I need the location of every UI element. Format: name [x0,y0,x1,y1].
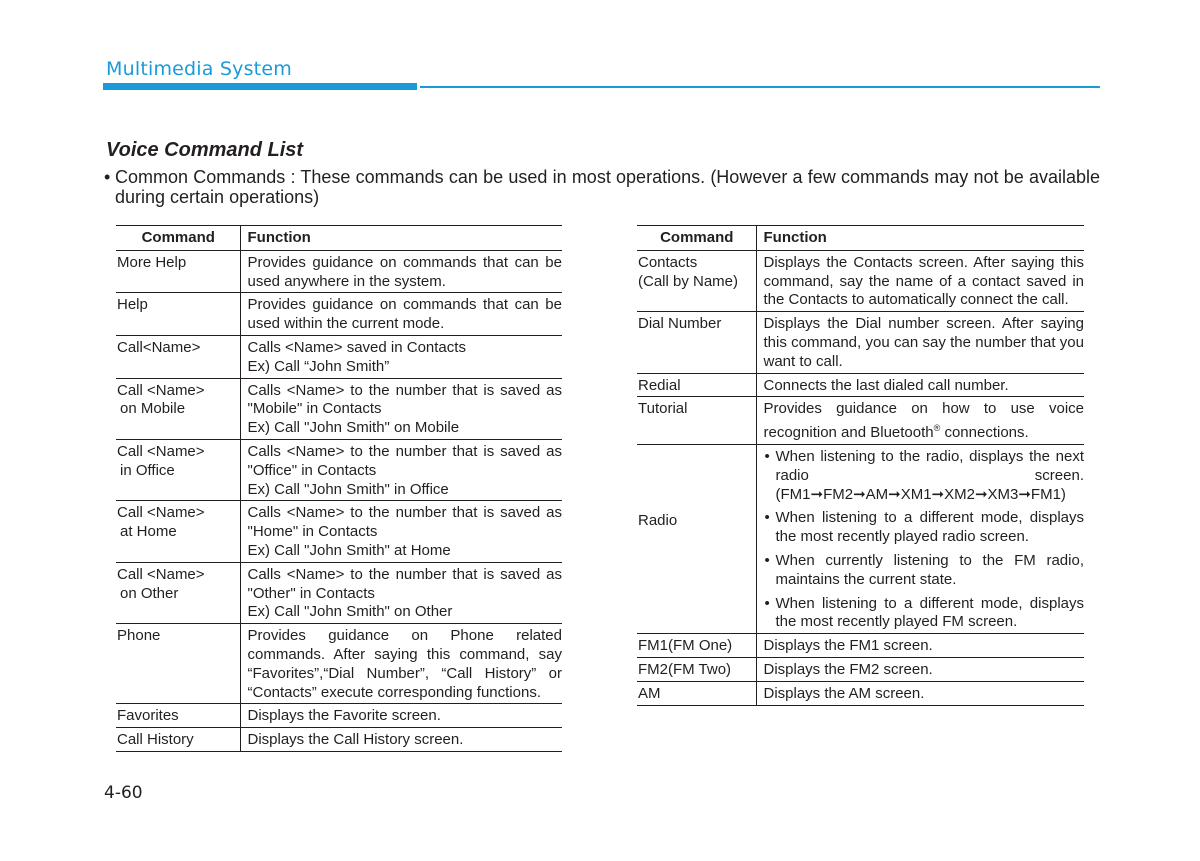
table-row [116,624,562,704]
command-line: Contacts [638,253,698,271]
table-row [116,439,562,500]
page-number: 4-60 [104,783,143,803]
table-row [637,681,1084,705]
command-line: (Call by Name) [638,272,739,290]
bullet-text: When currently listening to the FM radio, maintains the current state. [775,551,1084,588]
column-header-command: Command [116,226,240,251]
function-cell [756,444,1084,633]
command-cell: Favorites [116,704,240,728]
bullet-item [764,509,1085,547]
table-row [116,378,562,439]
command-cell: AM [637,681,756,705]
intro-paragraph [104,167,1100,207]
command-cell: Call<Name> [116,335,240,378]
command-line: on Other [120,584,179,602]
function-text: connections. [940,424,1029,442]
table-row [637,250,1084,311]
function-example: Ex) Call "John Smith" on Other [247,603,453,621]
bullet-dot: • [764,447,770,465]
function-cell: Displays the AM screen. [756,681,1084,705]
command-cell: Dial Number [637,312,756,373]
command-label: Radio [638,511,678,529]
column-header-command: Command [637,226,756,251]
header-rule-thin [420,86,1100,88]
header-rule-thick [103,83,417,90]
command-table-right [637,225,1084,706]
function-cell [240,335,562,378]
bullet-item [764,595,1085,633]
bullet-text: When listening to a different mode, displays the most recently played radio screen. [775,509,1084,546]
column-header-function: Function [240,226,562,251]
function-cell [240,439,562,500]
function-cell: Displays the FM2 screen. [756,657,1084,681]
command-cell: FM2(FM Two) [637,657,756,681]
table-row [116,562,562,623]
command-line: Call <Name> [117,504,205,522]
bullet-dot: • [764,509,770,527]
command-cell: Tutorial [637,397,756,445]
command-cell: Help [116,293,240,336]
command-cell [116,439,240,500]
table-row [637,373,1084,397]
function-line: Calls <Name> to the number that is saved as "Mobile" in Contacts [247,381,562,418]
command-cell [116,378,240,439]
command-line: Call <Name> [117,442,205,460]
command-line: in Office [120,461,175,479]
function-cell: Displays the Call History screen. [240,728,562,752]
bullet-item [764,448,1085,504]
table-row [116,335,562,378]
command-cell [637,444,756,633]
bullet-text: When listening to the radio, displays the next radio screen. (FM1➞FM2➞AM➞XM1➞XM2➞XM3➞FM1) [775,447,1084,503]
table-row [637,312,1084,373]
function-example: Ex) Call "John Smith" in Office [247,480,449,498]
table-row [637,634,1084,658]
table-row [116,728,562,752]
command-line: Call <Name> [117,565,205,583]
command-cell [116,562,240,623]
command-cell: FM1(FM One) [637,634,756,658]
function-cell [240,378,562,439]
table-row [637,397,1084,445]
command-cell [116,501,240,562]
table-row [637,444,1084,633]
function-cell: Displays the Contacts screen. After saying this command, say the name of a contact saved in the Contacts to automatically connect the call. [756,250,1084,311]
bullet-dot: • [764,594,770,612]
function-example: Ex) Call “John Smith” [247,357,390,375]
function-line: Calls <Name> to the number that is saved as "Other" in Contacts [247,565,562,602]
function-cell: Provides guidance on commands that can be used within the current mode. [240,293,562,336]
command-line: Call <Name> [117,381,205,399]
command-line: on Mobile [120,400,186,418]
function-example: Ex) Call "John Smith" at Home [247,541,451,559]
function-line: Calls <Name> saved in Contacts [247,338,466,356]
function-cell [240,562,562,623]
function-cell [240,501,562,562]
table-row [116,501,562,562]
table-row [116,250,562,293]
command-cell [637,250,756,311]
function-cell: Provides guidance on commands that can be used anywhere in the system. [240,250,562,293]
function-line: Calls <Name> to the number that is saved as "Home" in Contacts [247,504,562,541]
function-example: Ex) Call "John Smith" on Mobile [247,419,460,437]
function-cell: Connects the last dialed call number. [756,373,1084,397]
function-text: Provides guidance on how to use voice recognition and Bluetooth [763,400,1084,442]
registered-mark: ® [933,423,941,434]
table-row [116,704,562,728]
table-row [116,293,562,336]
bullet-item [764,552,1085,590]
bullet-dot: • [104,167,111,187]
function-cell: Provides guidance on Phone related commands. After saying this command, say “Favorites”,“Dial Number”, “Call History” or “Contacts” execute corresponding functions. [240,624,562,704]
bullet-dot: • [764,551,770,569]
table-row [637,657,1084,681]
command-line: at Home [120,523,177,541]
function-cell [756,397,1084,445]
function-line: Calls <Name> to the number that is saved as "Office" in Contacts [247,442,562,479]
function-cell: Displays the Favorite screen. [240,704,562,728]
command-table-left [116,225,562,752]
table-header-row [637,226,1084,251]
function-cell: Displays the FM1 screen. [756,634,1084,658]
command-cell: Redial [637,373,756,397]
function-cell: Displays the Dial number screen. After saying this command, you can say the number that you want to call. [756,312,1084,373]
table-header-row [116,226,562,251]
command-cell: More Help [116,250,240,293]
bullet-text: When listening to a different mode, displays the most recently played FM screen. [775,594,1084,631]
header-title: Multimedia System [106,58,292,80]
section-title: Voice Command List [106,139,304,161]
column-header-function: Function [756,226,1084,251]
command-cell: Call History [116,728,240,752]
intro-text: Common Commands : These commands can be used in most operations. (However a few commands may not be available during certain operations) [115,167,1100,207]
command-cell: Phone [116,624,240,704]
